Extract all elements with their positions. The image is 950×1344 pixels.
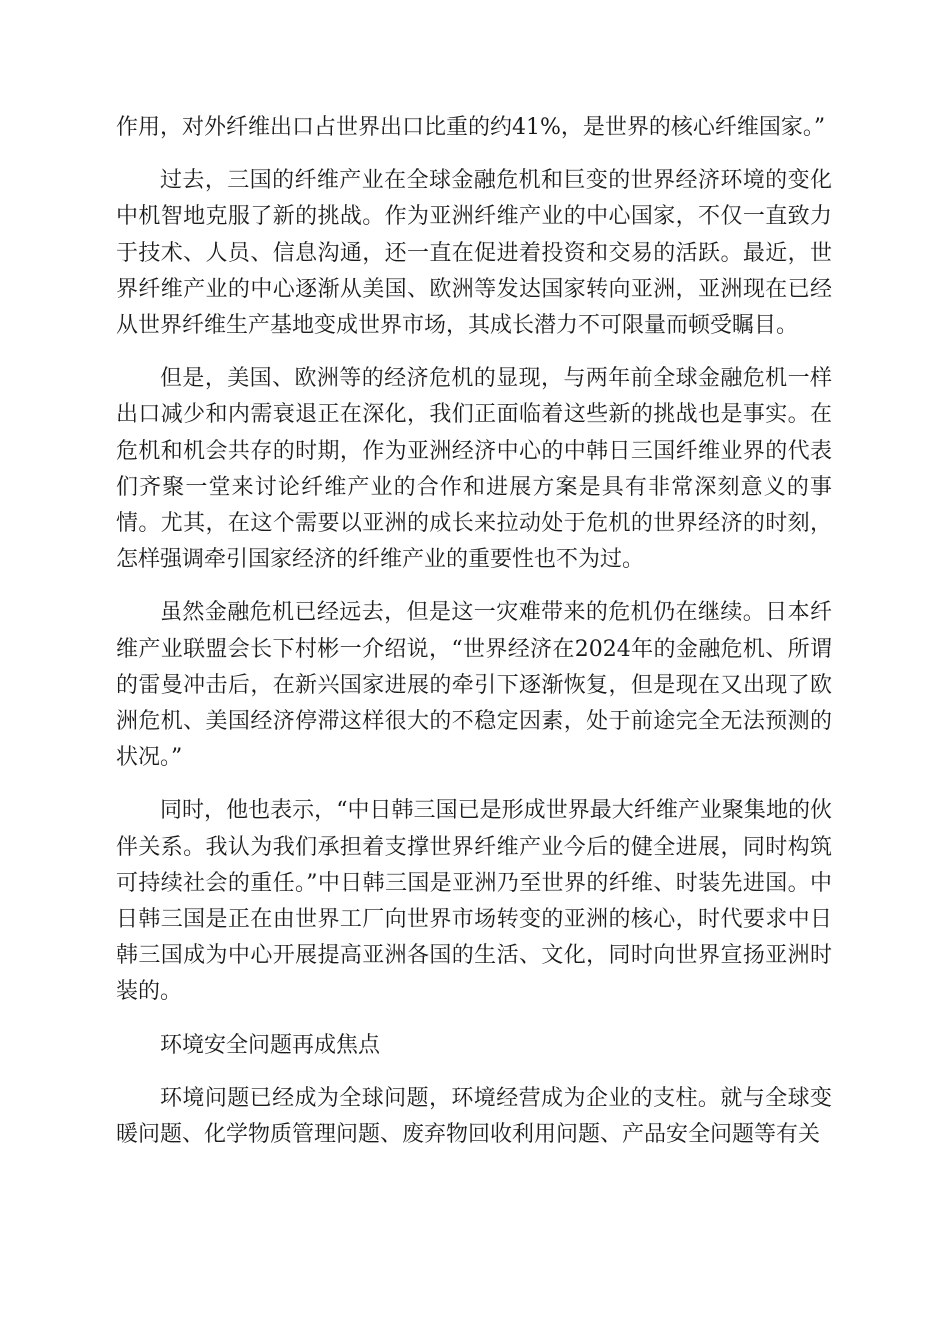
document-body <box>116 110 832 1170</box>
paragraph-economic-crisis: 但是，美国、欧洲等的经济危机的显现，与两年前全球金融危机一样出口减少和内需衰退正在深化，我们正面临着这些新的挑战也是事实。在危机和机会共存的时期，作为亚洲经济中心的中韩日三国纤维业界的代表们齐聚一堂来讨论纤维产业的合作和进展方案是具有非常深刻意义的事情。尤其，在这个需要以亚洲的成长来拉动处于危机的世界经济的时刻，怎样强调牵引国家经济的纤维产业的重要性也不为过。 <box>116 366 832 573</box>
paragraph-japan-federation-quote: 虽然金融危机已经远去，但是这一灾难带来的危机仍在继续。日本纤维产业联盟会长下村彬一介绍说，“世界经济在2024年的金融危机、所谓的雷曼冲击后，在新兴国家进展的牵引下逐渐恢复，但是现在又出现了欧洲危机、美国经济停滞这样很大的不稳定因素，处于前途完全无法预测的状况。” <box>116 600 832 771</box>
paragraph-environment: 环境问题已经成为全球问题，环境经营成为企业的支柱。就与全球变暖问题、化学物质管理问题、废弃物回收利用问题、产品安全问题等有关 <box>116 1085 832 1148</box>
paragraph-past-challenges: 过去，三国的纤维产业在全球金融危机和巨变的世界经济环境的变化中机智地克服了新的挑战。作为亚洲纤维产业的中心国家，不仅一直致力于技术、人员、信息沟通，还一直在促进着投资和交易的活跃。最近，世界纤维产业的中心逐渐从美国、欧洲等发达国家转向亚洲，亚洲现在已经从世界纤维生产基地变成世界市场，其成长潜力不可限量而顿受瞩目。 <box>116 168 832 339</box>
paragraph-continuation: 作用，对外纤维出口占世界出口比重的约41%，是世界的核心纤维国家。” <box>116 115 826 140</box>
section-heading-environment: 环境安全问题再成焦点 <box>160 1032 381 1058</box>
paragraph-partnership: 同时，他也表示，“中日韩三国已是形成世界最大纤维产业聚集地的伙伴关系。我认为我们承担着支撑世界纤维产业今后的健全进展，同时构筑可持续社会的重任。”中日韩三国是亚洲乃至世界的纤维、时装先进国。中日韩三国是正在由世界工厂向世界市场转变的亚洲的核心，时代要求中日韩三国成为中心开展提高亚洲各国的生活、文化，同时向世界宣扬亚洲时装的。 <box>116 798 832 1005</box>
